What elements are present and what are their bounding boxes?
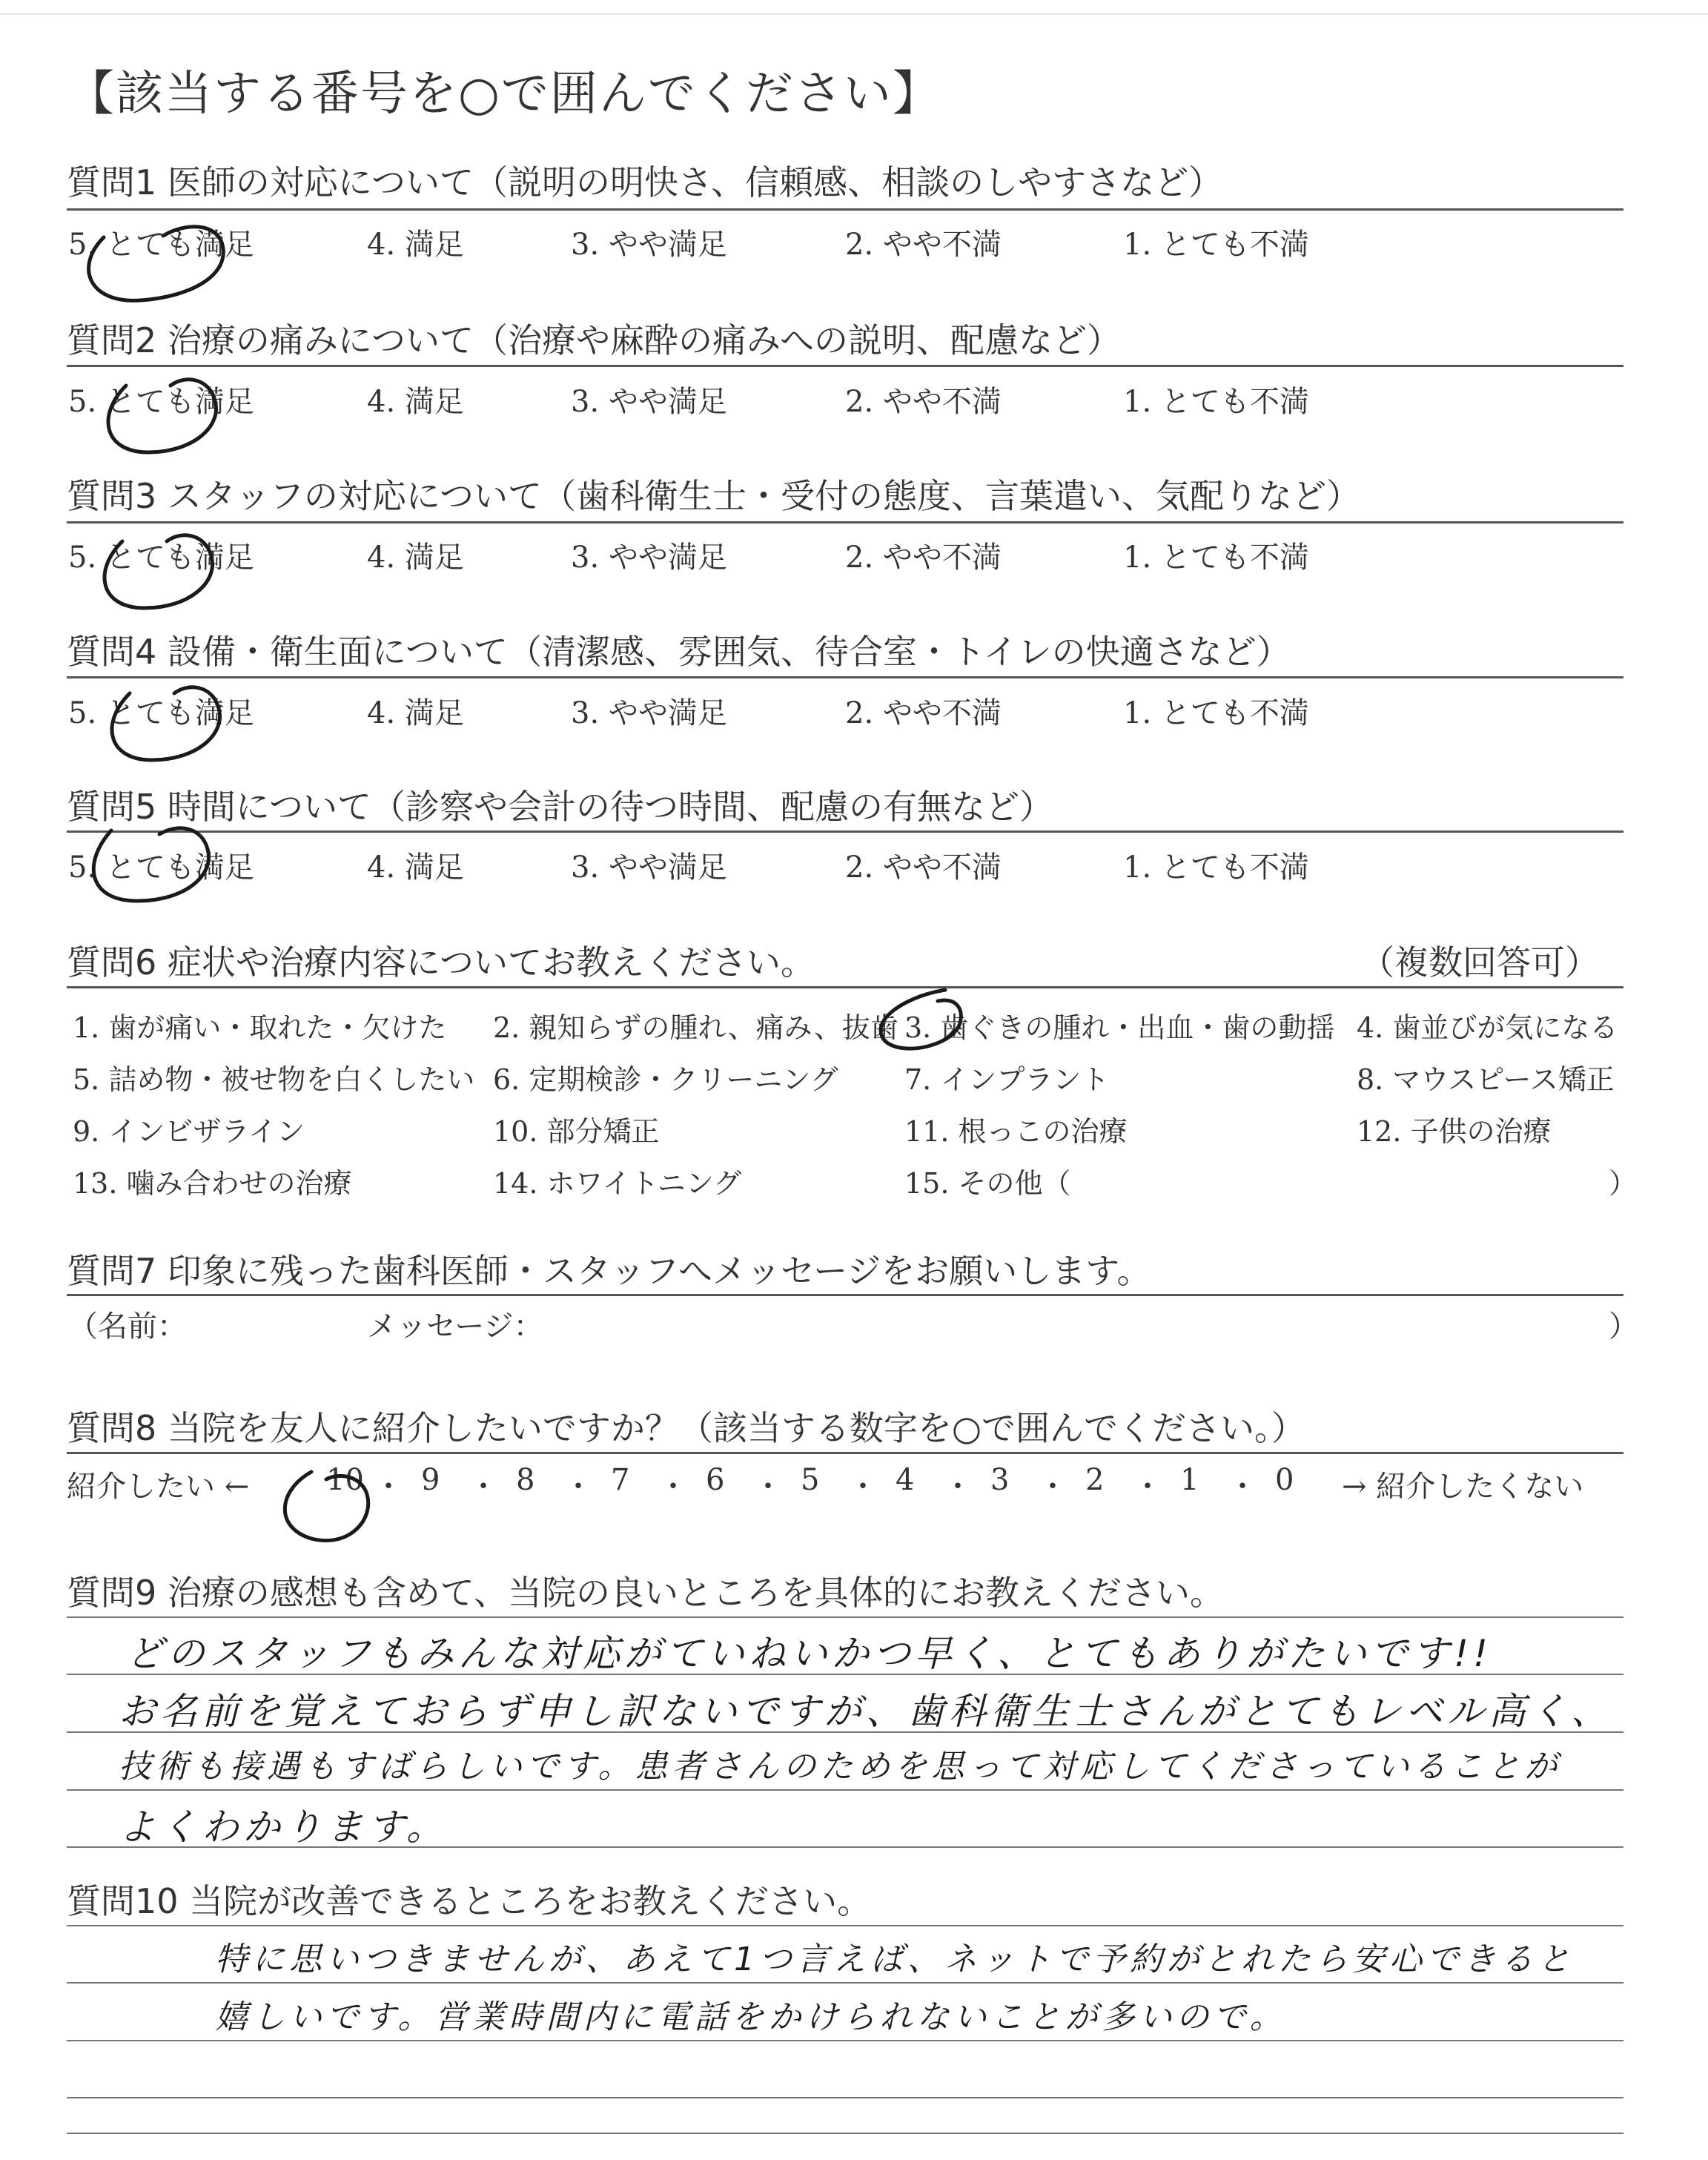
q10-answer-line-1: 特に思いつきませんが、あえて1つ言えば、ネットで予約がとれたら安心できると	[215, 1941, 1575, 1978]
q10-line-2	[67, 1982, 1623, 1984]
q10-line-5	[67, 2133, 1623, 2134]
q9-answer-line-4: よくわかります。	[119, 1806, 448, 1849]
q4-option-2[interactable]: 2. やや不満	[845, 696, 1002, 730]
q1-option-4[interactable]: 4. 満足	[367, 228, 464, 262]
question-8-title: 質問8 当院を友人に紹介したいですか？（該当する数字を○で囲んでください。）	[67, 1408, 1306, 1448]
q1-option-2[interactable]: 2. やや不満	[845, 228, 1002, 262]
q5-option-2[interactable]: 2. やや不満	[845, 851, 1002, 885]
q1-option-5[interactable]: 5. とても満足	[68, 228, 254, 262]
q8-right-label: → 紹介したくない	[1342, 1470, 1584, 1504]
q6-item-10[interactable]: 10. 部分矯正	[493, 1115, 660, 1148]
q8-scale-7[interactable]: 7	[611, 1463, 630, 1497]
question-2-rule	[67, 365, 1623, 367]
q8-scale-separator: ・	[1133, 1470, 1162, 1504]
question-9-title: 質問9 治療の感想も含めて、当院の良いところを具体的にお教えください。	[67, 1573, 1224, 1613]
q8-scale-separator: ・	[943, 1470, 973, 1504]
q6-item-1[interactable]: 1. 歯が痛い・取れた・欠けた	[73, 1011, 447, 1044]
question-6-title: 質問6 症状や治療内容についてお教えください。	[67, 942, 815, 982]
q8-scale-1[interactable]: 1	[1180, 1463, 1199, 1497]
q6-item-9[interactable]: 9. インビザライン	[73, 1115, 305, 1148]
q5-option-3[interactable]: 3. やや満足	[571, 851, 727, 885]
q8-scale-5[interactable]: 5	[801, 1463, 820, 1497]
q8-scale-0[interactable]: 0	[1275, 1463, 1294, 1497]
question-7-title: 質問7 印象に残った歯科医師・スタッフへメッセージをお願いします。	[67, 1251, 1151, 1291]
q8-scale-10[interactable]: 10	[326, 1463, 364, 1497]
q6-item-12[interactable]: 12. 子供の治療	[1357, 1115, 1552, 1148]
question-5-title: 質問5 時間について（診察や会計の待つ時間、配慮の有無など）	[67, 787, 1053, 827]
question-1-rule	[67, 208, 1623, 211]
q1-option-3[interactable]: 3. やや満足	[571, 228, 727, 262]
q5-option-4[interactable]: 4. 満足	[367, 851, 464, 885]
q8-scale-4[interactable]: 4	[896, 1463, 915, 1497]
q8-scale-separator: ・	[469, 1470, 498, 1504]
question-4-rule	[67, 676, 1623, 678]
q3-option-3[interactable]: 3. やや満足	[571, 541, 727, 575]
q4-option-5[interactable]: 5. とても満足	[68, 696, 254, 730]
q8-scale-3[interactable]: 3	[990, 1463, 1010, 1497]
q3-option-4[interactable]: 4. 満足	[367, 541, 464, 575]
question-6-note: （複数回答可）	[1360, 942, 1599, 982]
q3-option-2[interactable]: 2. やや不満	[845, 541, 1002, 575]
q4-option-1[interactable]: 1. とても不満	[1123, 696, 1309, 730]
question-3-title: 質問3 スタッフの対応について（歯科衛生士・受付の態度、言葉遣い、気配りなど）	[67, 476, 1360, 516]
q10-line-3	[67, 2040, 1623, 2041]
q2-option-4[interactable]: 4. 満足	[367, 385, 464, 419]
q9-answer-line-2: お名前を覚えておらず申し訳ないですが、歯科衛生士さんがとてもレベル高く、	[119, 1690, 1612, 1733]
q7-close: ）	[1609, 1309, 1638, 1344]
q8-scale-2[interactable]: 2	[1085, 1463, 1105, 1497]
q8-scale-separator: ・	[374, 1470, 403, 1504]
q3-option-5[interactable]: 5. とても満足	[68, 541, 254, 575]
q8-scale-8[interactable]: 8	[516, 1463, 535, 1497]
q2-option-2[interactable]: 2. やや不満	[845, 385, 1002, 419]
q6-item-5[interactable]: 5. 詰め物・被せ物を白くしたい	[73, 1063, 475, 1096]
scan-top-edge	[0, 13, 1708, 15]
q1-option-1[interactable]: 1. とても不満	[1123, 228, 1309, 262]
question-7-rule	[67, 1294, 1623, 1296]
question-10-title: 質問10 当院が改善できるところをお教えください。	[67, 1881, 872, 1921]
q6-item-15[interactable]: 15. その他（	[904, 1167, 1071, 1200]
q8-scale-6[interactable]: 6	[706, 1463, 725, 1497]
q6-item-4[interactable]: 4. 歯並びが気になる	[1357, 1011, 1618, 1044]
q6-item-7[interactable]: 7. インプラント	[904, 1063, 1110, 1096]
q8-left-label: 紹介したい ←	[67, 1470, 250, 1504]
q3-option-1[interactable]: 1. とても不満	[1123, 541, 1309, 575]
q9-line-1	[67, 1616, 1623, 1618]
q6-item-2[interactable]: 2. 親知らずの腫れ、痛み、抜歯	[493, 1011, 898, 1044]
q6-item-14[interactable]: 14. ホワイトニング	[493, 1167, 742, 1200]
q2-option-5[interactable]: 5. とても満足	[68, 385, 254, 419]
q8-scale-9[interactable]: 9	[421, 1463, 440, 1497]
q8-scale-separator: ・	[1228, 1470, 1257, 1504]
q6-item-15-close: ）	[1609, 1167, 1638, 1200]
question-2-title: 質問2 治療の痛みについて（治療や麻酔の痛みへの説明、配慮など）	[67, 320, 1122, 360]
q6-item-3[interactable]: 3. 歯ぐきの腫れ・出血・歯の動揺	[904, 1011, 1335, 1044]
q6-item-13[interactable]: 13. 噛み合わせの治療	[73, 1167, 352, 1200]
q2-option-1[interactable]: 1. とても不満	[1123, 385, 1309, 419]
q9-answer-line-3: 技術も接遇もすばらしいです。患者さんのためを思って対応してくださっていることが	[119, 1748, 1562, 1786]
q5-option-5[interactable]: 5. とても満足	[68, 851, 254, 885]
q10-answer-line-2: 嬉しいです。営業時間内に電話をかけられないことが多いので。	[215, 1998, 1287, 2036]
q10-line-1	[67, 1925, 1623, 1926]
q8-scale-separator: ・	[848, 1470, 878, 1504]
q9-line-4	[67, 1789, 1623, 1791]
q2-option-3[interactable]: 3. やや満足	[571, 385, 727, 419]
q9-answer-line-1: どのスタッフもみんな対応がていねいかつ早く、とてもありがたいです!!	[126, 1632, 1493, 1675]
question-4-title: 質問4 設備・衛生面について（清潔感、雰囲気、待合室・トイレの快適さなど）	[67, 632, 1291, 672]
question-5-rule	[67, 830, 1623, 833]
q7-message-label: メッセージ：	[367, 1309, 543, 1344]
question-6-rule	[67, 986, 1623, 988]
q8-scale-separator: ・	[563, 1470, 593, 1504]
q6-item-8[interactable]: 8. マウスピース矯正	[1357, 1063, 1615, 1096]
q4-option-3[interactable]: 3. やや満足	[571, 696, 727, 730]
form-header: 【該当する番号を○で囲んでください】	[67, 67, 941, 122]
q7-name-label: （名前：	[68, 1309, 187, 1344]
q8-scale-separator: ・	[1038, 1470, 1068, 1504]
q10-line-4	[67, 2097, 1623, 2098]
question-1-title: 質問1 医師の対応について（説明の明快さ、信頼感、相談のしやすさなど）	[67, 162, 1223, 202]
q8-scale-separator: ・	[658, 1470, 688, 1504]
q8-scale-separator: ・	[753, 1470, 783, 1504]
q6-item-11[interactable]: 11. 根っこの治療	[904, 1115, 1128, 1148]
question-3-rule	[67, 521, 1623, 524]
q6-item-6[interactable]: 6. 定期検診・クリーニング	[493, 1063, 838, 1096]
question-8-rule	[67, 1452, 1623, 1454]
q4-option-4[interactable]: 4. 満足	[367, 696, 464, 730]
q5-option-1[interactable]: 1. とても不満	[1123, 851, 1309, 885]
